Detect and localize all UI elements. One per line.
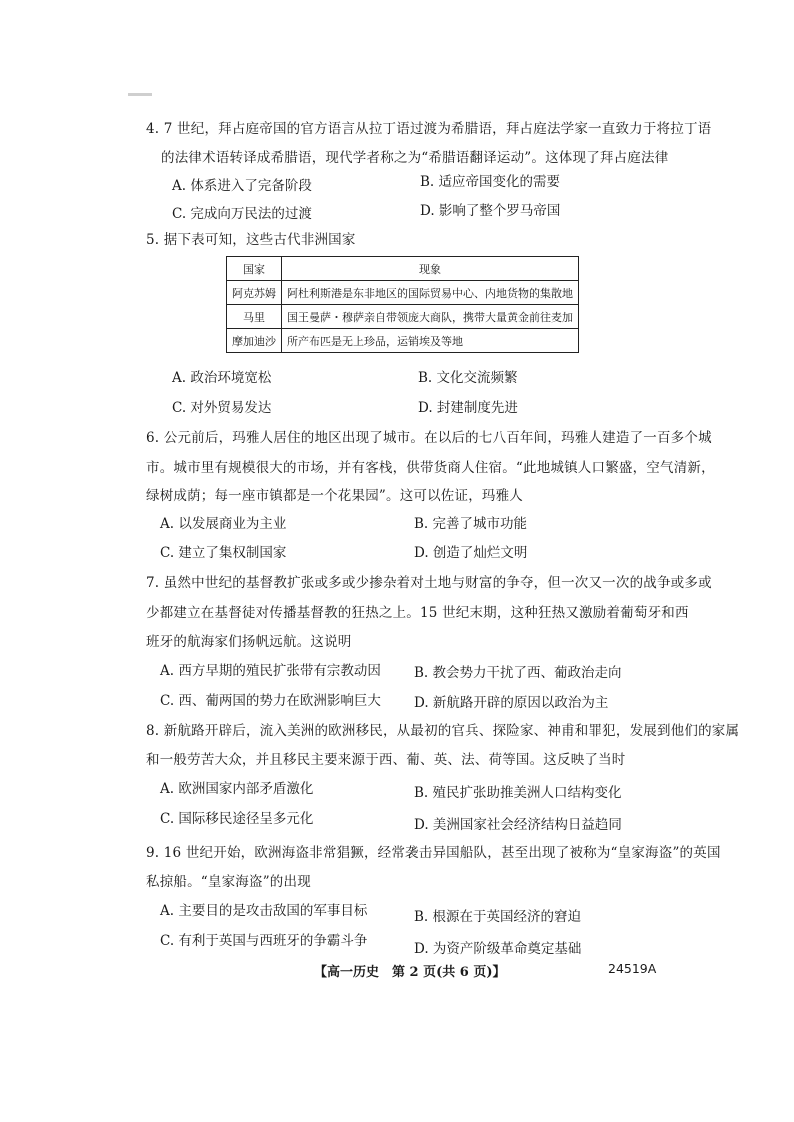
q9-option-c: C. 有利于英国与西班牙的争霸斗争 — [160, 933, 368, 949]
q4-option-d: D. 影响了整个罗马帝国 — [420, 203, 561, 219]
q9-stem-line-1: 9. 16 世纪开始，欧洲海盗非常猖獗，经常袭击异国船队，甚至出现了被称为“皇家海盗”的英国 — [146, 845, 721, 861]
q4-stem-line-1: 4. 7 世纪，拜占庭帝国的官方语言从拉丁语过渡为希腊语，拜占庭法学家一直致力于将拉丁语 — [146, 121, 712, 137]
q5-stem: 5. 据下表可知，这些古代非洲国家 — [146, 232, 356, 248]
q6-option-b: B. 完善了城市功能 — [414, 516, 528, 532]
q4-option-a: A. 体系进入了完备阶段 — [172, 178, 312, 194]
q6-option-d: D. 创造了灿烂文明 — [414, 545, 528, 561]
table-cell-phenomenon: 所产布匹是无上珍品，运销埃及等地 — [282, 329, 579, 353]
q8-option-c: C. 国际移民途径呈多元化 — [160, 811, 314, 827]
table-cell-phenomenon: 阿杜利斯港是东非地区的国际贸易中心、内地货物的集散地 — [282, 281, 579, 305]
q8-option-a: A. 欧洲国家内部矛盾激化 — [160, 781, 314, 797]
q5-option-d: D. 封建制度先进 — [418, 400, 518, 416]
q8-stem-line-1: 8. 新航路开辟后，流入美洲的欧洲移民，从最初的官兵、探险家、神甫和罪犯，发展到他们的家属 — [146, 723, 740, 739]
q5-table — [226, 256, 579, 353]
q4-option-c: C. 完成向万民法的过渡 — [172, 206, 312, 222]
table-cell-country: 阿克苏姆 — [227, 281, 282, 305]
q8-stem-line-2: 和一般劳苦大众，并且移民主要来源于西、葡、英、法、荷等国。这反映了当时 — [146, 752, 626, 768]
q6-stem-line-2: 市。城市里有规模很大的市场，并有客栈，供带货商人住宿。“此地城镇人口繁盛，空气清新， — [146, 460, 715, 476]
q6-option-a: A. 以发展商业为主业 — [160, 516, 287, 532]
q7-option-a: A. 西方早期的殖民扩张带有宗教动因 — [160, 663, 381, 679]
q7-option-c: C. 西、葡两国的势力在欧洲影响巨大 — [160, 693, 381, 709]
q7-option-b: B. 教会势力干扰了西、葡政治走向 — [414, 665, 622, 681]
table-header-row — [227, 257, 579, 281]
footer-page-label: 【高一历史 第 2 页(共 6 页)】 — [314, 965, 506, 980]
q9-option-d: D. 为资产阶级革命奠定基础 — [414, 941, 582, 957]
table-header-country: 国家 — [227, 257, 282, 281]
footer-exam-code: 24519A — [608, 961, 657, 976]
q7-option-d: D. 新航路开辟的原因以政治为主 — [414, 695, 609, 711]
table-row — [227, 305, 579, 329]
q7-stem-line-3: 班牙的航海家们扬帆远航。这说明 — [146, 634, 352, 650]
table-row — [227, 281, 579, 305]
table-cell-country: 马里 — [227, 305, 282, 329]
q6-option-c: C. 建立了集权制国家 — [160, 545, 287, 561]
q6-stem-line-1: 6. 公元前后，玛雅人居住的地区出现了城市。在以后的七八百年间，玛雅人建造了一百多个城 — [146, 430, 712, 446]
q5-option-a: A. 政治环境宽松 — [172, 370, 272, 386]
q4-option-b: B. 适应帝国变化的需要 — [420, 174, 561, 190]
q6-stem-line-3: 绿树成荫；每一座市镇都是一个花果园”。这可以佐证，玛雅人 — [146, 488, 524, 504]
table-header-phenomenon: 现象 — [282, 257, 579, 281]
q7-stem-line-2: 少都建立在基督徒对传播基督教的狂热之上。15 世纪末期，这种狂热又激励着葡萄牙和西 — [146, 605, 689, 621]
q8-option-d: D. 美洲国家社会经济结构日益趋同 — [414, 817, 622, 833]
q5-option-c: C. 对外贸易发达 — [172, 400, 272, 416]
q8-option-b: B. 殖民扩张助推美洲人口结构变化 — [414, 785, 622, 801]
table-cell-country: 摩加迪沙 — [227, 329, 282, 353]
table-cell-phenomenon: 国王曼萨・穆萨亲自带领庞大商队，携带大量黄金前往麦加 — [282, 305, 579, 329]
q9-option-b: B. 根源在于英国经济的窘迫 — [414, 909, 582, 925]
scan-smudge — [128, 93, 152, 96]
q7-stem-line-1: 7. 虽然中世纪的基督教扩张或多或少掺杂着对土地与财富的争夺，但一次又一次的战争或多或 — [146, 575, 712, 591]
table-row — [227, 329, 579, 353]
q4-stem-line-2: 的法律术语转译成希腊语，现代学者称之为“希腊语翻译运动”。这体现了拜占庭法律 — [161, 150, 669, 166]
q5-option-b: B. 文化交流频繁 — [418, 370, 518, 386]
q9-stem-line-2: 私掠船。“皇家海盗”的出现 — [146, 874, 311, 890]
q9-option-a: A. 主要目的是攻击敌国的军事目标 — [160, 903, 368, 919]
